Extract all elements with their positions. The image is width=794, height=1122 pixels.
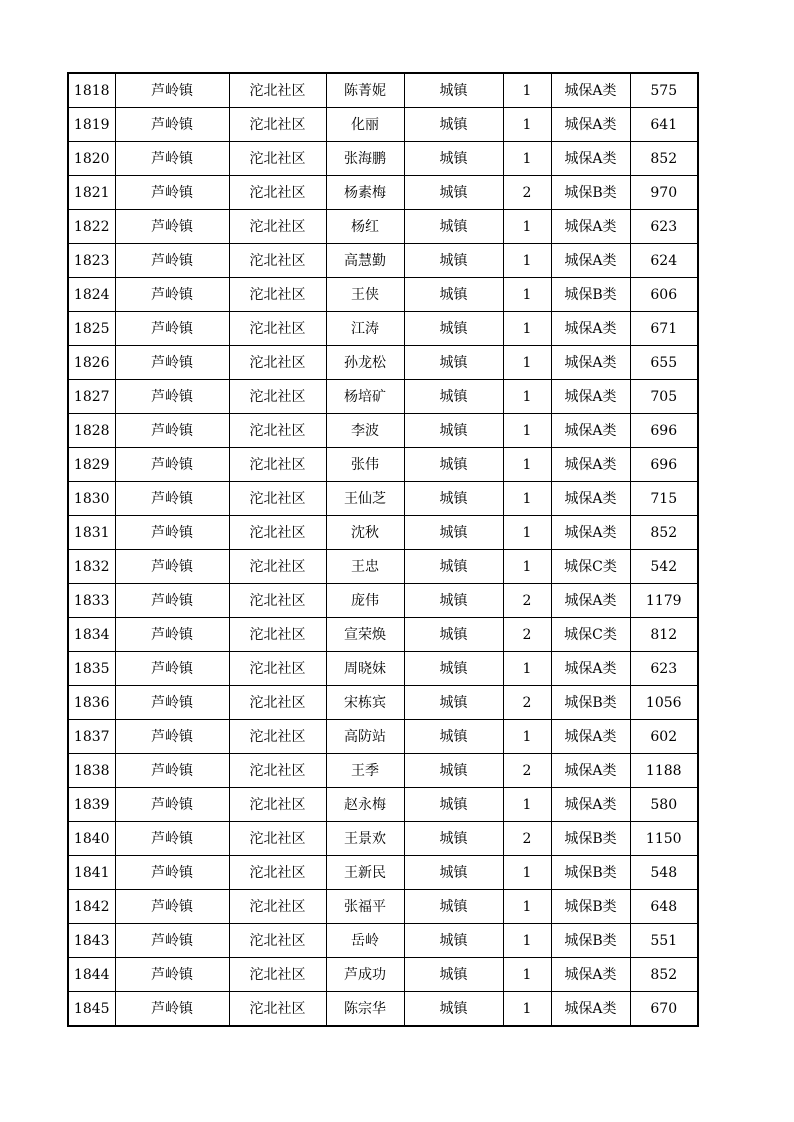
community-cell: 沱北社区 — [229, 108, 326, 142]
insurance-type-cell: 城保A类 — [551, 754, 630, 788]
household-size-cell: 1 — [503, 992, 551, 1027]
serial-no-cell: 1833 — [68, 584, 115, 618]
household-size-cell: 1 — [503, 482, 551, 516]
table-row — [68, 176, 698, 210]
town-cell: 芦岭镇 — [115, 210, 229, 244]
name-cell: 张福平 — [326, 890, 404, 924]
category-cell: 城镇 — [404, 380, 503, 414]
serial-no-cell: 1825 — [68, 312, 115, 346]
insurance-type-cell: 城保A类 — [551, 448, 630, 482]
amount-cell: 655 — [630, 346, 698, 380]
insurance-type-cell: 城保A类 — [551, 584, 630, 618]
table-row — [68, 584, 698, 618]
name-cell: 宋栋宾 — [326, 686, 404, 720]
town-cell: 芦岭镇 — [115, 754, 229, 788]
table-row — [68, 754, 698, 788]
community-cell: 沱北社区 — [229, 822, 326, 856]
town-cell: 芦岭镇 — [115, 720, 229, 754]
name-cell: 周晓妹 — [326, 652, 404, 686]
household-size-cell: 2 — [503, 176, 551, 210]
table-row — [68, 108, 698, 142]
category-cell: 城镇 — [404, 856, 503, 890]
insurance-type-cell: 城保A类 — [551, 244, 630, 278]
name-cell: 王忠 — [326, 550, 404, 584]
household-size-cell: 2 — [503, 618, 551, 652]
insurance-type-cell: 城保A类 — [551, 958, 630, 992]
community-cell: 沱北社区 — [229, 618, 326, 652]
community-cell: 沱北社区 — [229, 176, 326, 210]
serial-no-cell: 1821 — [68, 176, 115, 210]
insurance-type-cell: 城保C类 — [551, 618, 630, 652]
table-row — [68, 380, 698, 414]
amount-cell: 696 — [630, 414, 698, 448]
category-cell: 城镇 — [404, 176, 503, 210]
name-cell: 张海鹏 — [326, 142, 404, 176]
table-row — [68, 482, 698, 516]
serial-no-cell: 1844 — [68, 958, 115, 992]
amount-cell: 1179 — [630, 584, 698, 618]
town-cell: 芦岭镇 — [115, 992, 229, 1027]
amount-cell: 670 — [630, 992, 698, 1027]
serial-no-cell: 1818 — [68, 73, 115, 108]
community-cell: 沱北社区 — [229, 346, 326, 380]
household-size-cell: 1 — [503, 550, 551, 584]
category-cell: 城镇 — [404, 992, 503, 1027]
community-cell: 沱北社区 — [229, 73, 326, 108]
household-size-cell: 1 — [503, 856, 551, 890]
category-cell: 城镇 — [404, 278, 503, 312]
category-cell: 城镇 — [404, 550, 503, 584]
insurance-type-cell: 城保A类 — [551, 380, 630, 414]
name-cell: 王仙芝 — [326, 482, 404, 516]
insurance-type-cell: 城保A类 — [551, 652, 630, 686]
insurance-type-cell: 城保B类 — [551, 822, 630, 856]
table-row — [68, 924, 698, 958]
category-cell: 城镇 — [404, 584, 503, 618]
household-size-cell: 1 — [503, 142, 551, 176]
town-cell: 芦岭镇 — [115, 73, 229, 108]
household-size-cell: 1 — [503, 890, 551, 924]
insurance-type-cell: 城保C类 — [551, 550, 630, 584]
insurance-type-cell: 城保B类 — [551, 890, 630, 924]
name-cell: 杨培矿 — [326, 380, 404, 414]
household-size-cell: 1 — [503, 448, 551, 482]
town-cell: 芦岭镇 — [115, 380, 229, 414]
community-cell: 沱北社区 — [229, 448, 326, 482]
town-cell: 芦岭镇 — [115, 448, 229, 482]
category-cell: 城镇 — [404, 312, 503, 346]
table-row — [68, 244, 698, 278]
serial-no-cell: 1841 — [68, 856, 115, 890]
table-row — [68, 346, 698, 380]
household-size-cell: 1 — [503, 516, 551, 550]
table-row — [68, 73, 698, 108]
household-size-cell: 1 — [503, 924, 551, 958]
category-cell: 城镇 — [404, 958, 503, 992]
table-row — [68, 516, 698, 550]
insurance-type-cell: 城保A类 — [551, 142, 630, 176]
table-row — [68, 550, 698, 584]
category-cell: 城镇 — [404, 346, 503, 380]
category-cell: 城镇 — [404, 142, 503, 176]
town-cell: 芦岭镇 — [115, 856, 229, 890]
name-cell: 孙龙松 — [326, 346, 404, 380]
household-size-cell: 2 — [503, 822, 551, 856]
category-cell: 城镇 — [404, 686, 503, 720]
household-size-cell: 1 — [503, 414, 551, 448]
serial-no-cell: 1839 — [68, 788, 115, 822]
community-cell: 沱北社区 — [229, 312, 326, 346]
household-size-cell: 1 — [503, 108, 551, 142]
name-cell: 沈秋 — [326, 516, 404, 550]
amount-cell: 705 — [630, 380, 698, 414]
serial-no-cell: 1820 — [68, 142, 115, 176]
serial-no-cell: 1822 — [68, 210, 115, 244]
insurance-type-cell: 城保A类 — [551, 992, 630, 1027]
category-cell: 城镇 — [404, 924, 503, 958]
community-cell: 沱北社区 — [229, 142, 326, 176]
household-size-cell: 1 — [503, 312, 551, 346]
category-cell: 城镇 — [404, 516, 503, 550]
household-size-cell: 1 — [503, 278, 551, 312]
table-row — [68, 210, 698, 244]
serial-no-cell: 1826 — [68, 346, 115, 380]
community-cell: 沱北社区 — [229, 482, 326, 516]
table-row — [68, 142, 698, 176]
insurance-type-cell: 城保A类 — [551, 346, 630, 380]
town-cell: 芦岭镇 — [115, 924, 229, 958]
community-cell: 沱北社区 — [229, 992, 326, 1027]
town-cell: 芦岭镇 — [115, 414, 229, 448]
serial-no-cell: 1832 — [68, 550, 115, 584]
table-row — [68, 448, 698, 482]
table-row — [68, 312, 698, 346]
category-cell: 城镇 — [404, 244, 503, 278]
town-cell: 芦岭镇 — [115, 244, 229, 278]
amount-cell: 602 — [630, 720, 698, 754]
name-cell: 宣荣焕 — [326, 618, 404, 652]
table-row — [68, 652, 698, 686]
community-cell: 沱北社区 — [229, 584, 326, 618]
amount-cell: 696 — [630, 448, 698, 482]
household-size-cell: 1 — [503, 652, 551, 686]
name-cell: 江涛 — [326, 312, 404, 346]
category-cell: 城镇 — [404, 754, 503, 788]
table-row — [68, 822, 698, 856]
table-row — [68, 890, 698, 924]
name-cell: 芦成功 — [326, 958, 404, 992]
community-cell: 沱北社区 — [229, 652, 326, 686]
amount-cell: 715 — [630, 482, 698, 516]
amount-cell: 548 — [630, 856, 698, 890]
town-cell: 芦岭镇 — [115, 618, 229, 652]
household-size-cell: 1 — [503, 380, 551, 414]
insurance-type-cell: 城保A类 — [551, 312, 630, 346]
name-cell: 王侠 — [326, 278, 404, 312]
community-cell: 沱北社区 — [229, 890, 326, 924]
insurance-type-cell: 城保A类 — [551, 108, 630, 142]
town-cell: 芦岭镇 — [115, 108, 229, 142]
amount-cell: 580 — [630, 788, 698, 822]
amount-cell: 1188 — [630, 754, 698, 788]
amount-cell: 542 — [630, 550, 698, 584]
serial-no-cell: 1835 — [68, 652, 115, 686]
table-row — [68, 788, 698, 822]
insurance-type-cell: 城保A类 — [551, 482, 630, 516]
serial-no-cell: 1836 — [68, 686, 115, 720]
amount-cell: 623 — [630, 210, 698, 244]
name-cell: 王新民 — [326, 856, 404, 890]
serial-no-cell: 1819 — [68, 108, 115, 142]
category-cell: 城镇 — [404, 822, 503, 856]
amount-cell: 575 — [630, 73, 698, 108]
serial-no-cell: 1837 — [68, 720, 115, 754]
town-cell: 芦岭镇 — [115, 584, 229, 618]
household-size-cell: 1 — [503, 244, 551, 278]
serial-no-cell: 1834 — [68, 618, 115, 652]
community-cell: 沱北社区 — [229, 686, 326, 720]
insurance-type-cell: 城保B类 — [551, 856, 630, 890]
household-size-cell: 1 — [503, 210, 551, 244]
town-cell: 芦岭镇 — [115, 822, 229, 856]
community-cell: 沱北社区 — [229, 856, 326, 890]
name-cell: 李波 — [326, 414, 404, 448]
table-row — [68, 958, 698, 992]
household-size-cell: 2 — [503, 754, 551, 788]
household-size-cell: 1 — [503, 958, 551, 992]
town-cell: 芦岭镇 — [115, 176, 229, 210]
name-cell: 岳岭 — [326, 924, 404, 958]
serial-no-cell: 1840 — [68, 822, 115, 856]
amount-cell: 970 — [630, 176, 698, 210]
category-cell: 城镇 — [404, 73, 503, 108]
name-cell: 高防站 — [326, 720, 404, 754]
name-cell: 陈宗华 — [326, 992, 404, 1027]
insurance-type-cell: 城保B类 — [551, 924, 630, 958]
community-cell: 沱北社区 — [229, 788, 326, 822]
community-cell: 沱北社区 — [229, 720, 326, 754]
category-cell: 城镇 — [404, 890, 503, 924]
serial-no-cell: 1827 — [68, 380, 115, 414]
community-cell: 沱北社区 — [229, 244, 326, 278]
insurance-type-cell: 城保A类 — [551, 788, 630, 822]
town-cell: 芦岭镇 — [115, 278, 229, 312]
household-size-cell: 2 — [503, 584, 551, 618]
category-cell: 城镇 — [404, 720, 503, 754]
serial-no-cell: 1842 — [68, 890, 115, 924]
name-cell: 化丽 — [326, 108, 404, 142]
household-size-cell: 1 — [503, 788, 551, 822]
insurance-type-cell: 城保B类 — [551, 176, 630, 210]
name-cell: 赵永梅 — [326, 788, 404, 822]
category-cell: 城镇 — [404, 108, 503, 142]
table-row — [68, 856, 698, 890]
community-cell: 沱北社区 — [229, 516, 326, 550]
household-size-cell: 1 — [503, 720, 551, 754]
category-cell: 城镇 — [404, 652, 503, 686]
community-cell: 沱北社区 — [229, 924, 326, 958]
amount-cell: 623 — [630, 652, 698, 686]
name-cell: 庞伟 — [326, 584, 404, 618]
town-cell: 芦岭镇 — [115, 958, 229, 992]
household-size-cell: 2 — [503, 686, 551, 720]
town-cell: 芦岭镇 — [115, 312, 229, 346]
amount-cell: 1150 — [630, 822, 698, 856]
name-cell: 张伟 — [326, 448, 404, 482]
name-cell: 杨素梅 — [326, 176, 404, 210]
name-cell: 高慧勤 — [326, 244, 404, 278]
town-cell: 芦岭镇 — [115, 482, 229, 516]
household-size-cell: 1 — [503, 73, 551, 108]
insurance-type-cell: 城保B类 — [551, 686, 630, 720]
serial-no-cell: 1830 — [68, 482, 115, 516]
category-cell: 城镇 — [404, 210, 503, 244]
town-cell: 芦岭镇 — [115, 890, 229, 924]
table-row — [68, 414, 698, 448]
name-cell: 王景欢 — [326, 822, 404, 856]
name-cell: 王季 — [326, 754, 404, 788]
amount-cell: 551 — [630, 924, 698, 958]
community-cell: 沱北社区 — [229, 754, 326, 788]
name-cell: 杨红 — [326, 210, 404, 244]
community-cell: 沱北社区 — [229, 278, 326, 312]
community-cell: 沱北社区 — [229, 958, 326, 992]
amount-cell: 812 — [630, 618, 698, 652]
insurance-type-cell: 城保A类 — [551, 73, 630, 108]
serial-no-cell: 1829 — [68, 448, 115, 482]
serial-no-cell: 1823 — [68, 244, 115, 278]
table-row — [68, 720, 698, 754]
table-row — [68, 992, 698, 1027]
insurance-type-cell: 城保B类 — [551, 278, 630, 312]
category-cell: 城镇 — [404, 618, 503, 652]
name-cell: 陈菁妮 — [326, 73, 404, 108]
amount-cell: 852 — [630, 516, 698, 550]
amount-cell: 1056 — [630, 686, 698, 720]
town-cell: 芦岭镇 — [115, 550, 229, 584]
community-cell: 沱北社区 — [229, 210, 326, 244]
community-cell: 沱北社区 — [229, 550, 326, 584]
town-cell: 芦岭镇 — [115, 686, 229, 720]
town-cell: 芦岭镇 — [115, 142, 229, 176]
amount-cell: 648 — [630, 890, 698, 924]
amount-cell: 852 — [630, 142, 698, 176]
category-cell: 城镇 — [404, 414, 503, 448]
table-row — [68, 618, 698, 652]
town-cell: 芦岭镇 — [115, 652, 229, 686]
community-cell: 沱北社区 — [229, 414, 326, 448]
category-cell: 城镇 — [404, 788, 503, 822]
serial-no-cell: 1843 — [68, 924, 115, 958]
serial-no-cell: 1824 — [68, 278, 115, 312]
amount-cell: 624 — [630, 244, 698, 278]
household-size-cell: 1 — [503, 346, 551, 380]
serial-no-cell: 1838 — [68, 754, 115, 788]
category-cell: 城镇 — [404, 448, 503, 482]
serial-no-cell: 1831 — [68, 516, 115, 550]
insurance-type-cell: 城保A类 — [551, 210, 630, 244]
community-cell: 沱北社区 — [229, 380, 326, 414]
serial-no-cell: 1828 — [68, 414, 115, 448]
insurance-type-cell: 城保A类 — [551, 516, 630, 550]
amount-cell: 852 — [630, 958, 698, 992]
town-cell: 芦岭镇 — [115, 516, 229, 550]
insurance-type-cell: 城保A类 — [551, 414, 630, 448]
category-cell: 城镇 — [404, 482, 503, 516]
amount-cell: 671 — [630, 312, 698, 346]
table-row — [68, 686, 698, 720]
serial-no-cell: 1845 — [68, 992, 115, 1027]
table-row — [68, 278, 698, 312]
amount-cell: 606 — [630, 278, 698, 312]
amount-cell: 641 — [630, 108, 698, 142]
roster-body — [68, 73, 698, 1026]
town-cell: 芦岭镇 — [115, 788, 229, 822]
town-cell: 芦岭镇 — [115, 346, 229, 380]
roster-table — [67, 72, 699, 1027]
insurance-type-cell: 城保A类 — [551, 720, 630, 754]
